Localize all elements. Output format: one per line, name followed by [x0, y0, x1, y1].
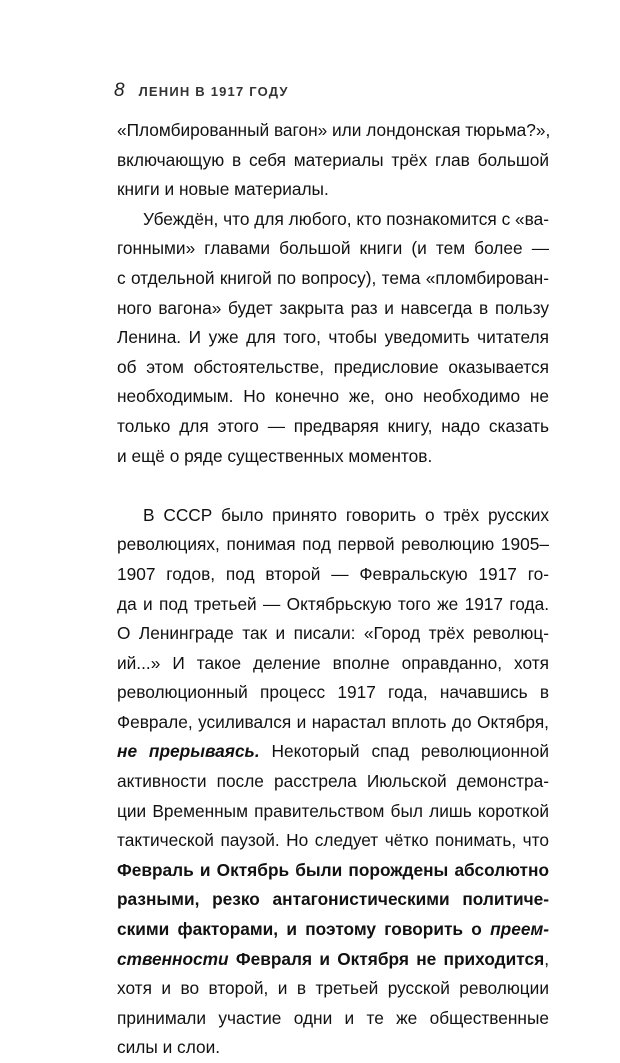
text-line: хотя и во второй, и в третьей русской революции: [117, 978, 549, 999]
text-line: 1907 годов, под второй — Февральскую 1917 го-: [117, 563, 549, 584]
text-line: революциях, понимая под первой революцию 1905–: [117, 534, 549, 555]
text-span: ,: [544, 948, 549, 969]
text-line: [117, 945, 549, 975]
text-span: Некоторый спад революционной: [259, 741, 549, 762]
text-line: да и под третьей — Октябрьскую того же 1917 года.: [117, 593, 549, 614]
text-line: только для этого — предваряя книгу, надо сказать: [117, 415, 549, 436]
text-line: тактической паузой. Но следует чётко понимать, что: [117, 830, 549, 851]
text-line: принимали участие одни и те же общественные: [117, 1007, 549, 1028]
emphasis-text: не прерываясь.: [117, 741, 260, 762]
text-line: гонными» главами большой книги (и тем более —: [117, 238, 549, 259]
emphasis-text: преем-: [490, 919, 549, 940]
emphasis-text: ственности: [117, 948, 229, 969]
text-line: Феврале, усиливался и нарастал вплоть до Октября,: [117, 711, 549, 732]
paragraph-3: [117, 501, 549, 1063]
page-number: 8: [114, 80, 125, 101]
text-line: [117, 737, 549, 767]
text-line: книги и новые материалы.: [117, 179, 329, 200]
paragraph-1: [117, 116, 549, 205]
text-line: ий...» И такое деление вполне оправданно, хотя: [117, 652, 549, 673]
bold-text: Февраля и Октября не приходится: [228, 948, 545, 969]
text-line-bold: Февраль и Октябрь были порождены абсолютно: [117, 859, 549, 880]
text-line: включающую в себя материалы трёх глав большой: [117, 149, 549, 170]
running-title: ЛЕНИН В 1917 ГОДУ: [138, 84, 289, 99]
body-text: [117, 116, 549, 1063]
text-span: скими факторами, и поэтому говорить о: [117, 919, 491, 940]
text-line: Ленина. И уже для того, чтобы уведомить читателя: [117, 327, 549, 348]
text-line: ции Временным правительством был лишь короткой: [117, 800, 549, 821]
text-line: необходимым. Но конечно же, оно необходимо не: [117, 386, 549, 407]
text-line: революционный процесс 1917 года, начавшись в: [117, 682, 549, 703]
page-header: [114, 80, 289, 104]
text-line: и ещё о ряде существенных моментов.: [117, 445, 433, 466]
text-line: с отдельной книгой по вопросу), тема «пломбирован-: [117, 267, 549, 288]
text-line-bold: [117, 915, 549, 945]
text-line-bold: разными, резко антагонистическими политиче-: [117, 889, 549, 910]
text-line: «Пломбированный вагон» или лондонская тюрьма?»,: [117, 120, 551, 140]
paragraph-2: [117, 205, 549, 471]
text-line: силы и слои.: [117, 1037, 221, 1058]
text-line: активности после расстрела Июльской демонстра-: [117, 771, 549, 792]
text-line: Убеждён, что для любого, кто познакомится с «ва-: [143, 208, 549, 229]
text-line: ного вагона» будет закрыта раз и навсегда в пользу: [117, 297, 549, 318]
text-line: О Ленинграде так и писали: «Город трёх революц-: [117, 623, 549, 644]
text-line: об этом обстоятельстве, предисловие оказывается: [117, 356, 549, 377]
text-line: В СССР было принято говорить о трёх русских: [143, 504, 549, 525]
section-gap: [117, 471, 549, 501]
